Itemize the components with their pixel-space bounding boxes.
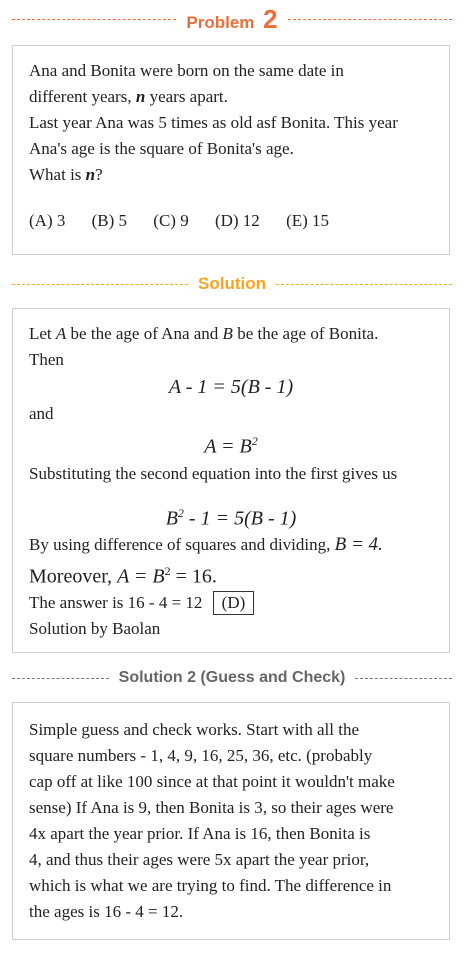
- solution2-line: 4, and thus their ages were 5x apart the year prior,: [29, 850, 370, 869]
- variable-n: n: [135, 87, 146, 106]
- solution-text: Moreover,: [29, 565, 113, 588]
- problem-header: [12, 3, 452, 34]
- equation-text: A = B: [117, 565, 165, 588]
- answer-box: (D): [213, 591, 255, 615]
- problem-text-line: Ana and Bonita were born on the same date in: [29, 61, 344, 80]
- solution-text: Then: [29, 350, 64, 369]
- equation-text: - 1 = 5(B - 1): [183, 507, 297, 530]
- header-divider: [12, 284, 188, 285]
- variable-n: n: [85, 165, 96, 184]
- solution-credit: Solution by Baolan: [29, 618, 161, 638]
- header-divider: [12, 678, 109, 679]
- solution2-line: cap off at like 100 since at that point it wouldn't make: [29, 772, 395, 791]
- solution-title: Solution: [198, 274, 266, 293]
- problem-number: 2: [263, 3, 278, 34]
- solution2-line: which is what we are trying to find. The difference in: [29, 876, 392, 895]
- solution-header: [12, 271, 452, 297]
- solution2-header: [12, 665, 452, 691]
- choice-b: (B) 5: [91, 211, 128, 230]
- problem-title: [176, 4, 287, 35]
- header-divider: [276, 284, 452, 285]
- problem-box: [12, 45, 450, 255]
- choice-a: (A) 3: [29, 211, 66, 230]
- problem-text-line: Ana's age is the square of Bonita's age.: [29, 139, 294, 158]
- solution2-line: 4x apart the year prior. If Ana is 16, then Bonita is: [29, 824, 371, 843]
- solution-text: and: [29, 404, 54, 423]
- solution-box: [12, 308, 450, 653]
- answer-line: [29, 590, 433, 616]
- exponent: 2: [177, 505, 184, 520]
- solution2-line: Simple guess and check works. Start with all the: [29, 720, 360, 739]
- problem-text: years apart.: [149, 87, 228, 106]
- solution-diff-line: [29, 532, 433, 558]
- problem-text-line: Last year Ana was 5 times as old asf Bonita. This year: [29, 113, 398, 132]
- question-mark: ?: [95, 165, 103, 184]
- header-divider: [355, 678, 452, 679]
- solution2-line: square numbers - 1, 4, 9, 16, 25, 36, etc. (probably: [29, 746, 373, 765]
- equation-2: [29, 427, 433, 461]
- variable-b: B: [222, 324, 233, 343]
- problem-title-word: Problem: [186, 12, 255, 32]
- header-divider: [12, 19, 176, 20]
- variable-a: A: [55, 324, 67, 343]
- solution-text: Substituting the second equation into the first gives us: [29, 463, 398, 483]
- exponent: 2: [251, 434, 258, 448]
- solution-moreover-line: [29, 558, 433, 590]
- choice-e: (E) 15: [286, 211, 330, 230]
- solution-text: be the age of Ana and: [70, 324, 219, 343]
- answer-choices: [29, 208, 433, 234]
- solution2-box: [12, 702, 450, 940]
- answer-text: The answer is 16 - 4 = 12: [29, 592, 203, 612]
- solution2-title: Solution 2 (Guess and Check): [118, 669, 346, 686]
- solution2-line: sense) If Ana is 9, then Bonita is 3, so their ages were: [29, 798, 394, 817]
- choice-c: (C) 9: [153, 211, 189, 230]
- solution2-line: the ages is 16 - 4 = 12.: [29, 902, 184, 921]
- equation-text: B = 4.: [334, 534, 383, 556]
- equation-text: = 16.: [170, 565, 217, 588]
- equation-text: B: [165, 507, 178, 530]
- equation-1: A - 1 = 5(B - 1): [168, 376, 294, 398]
- solution-text: be the age of Bonita.: [237, 324, 379, 343]
- problem-text-line: [29, 84, 433, 110]
- equation-3: [29, 499, 433, 533]
- equation-text: A = B: [204, 435, 252, 458]
- problem-text: What is: [29, 165, 82, 184]
- exponent: 2: [164, 564, 171, 579]
- choice-d: (D) 12: [214, 211, 260, 230]
- problem-question: [29, 162, 433, 188]
- solution-intro: [29, 321, 433, 347]
- problem-text: different years,: [29, 87, 132, 106]
- solution-text: Let: [29, 324, 52, 343]
- header-divider: [288, 19, 452, 20]
- solution-text: By using difference of squares and dividing,: [29, 535, 331, 555]
